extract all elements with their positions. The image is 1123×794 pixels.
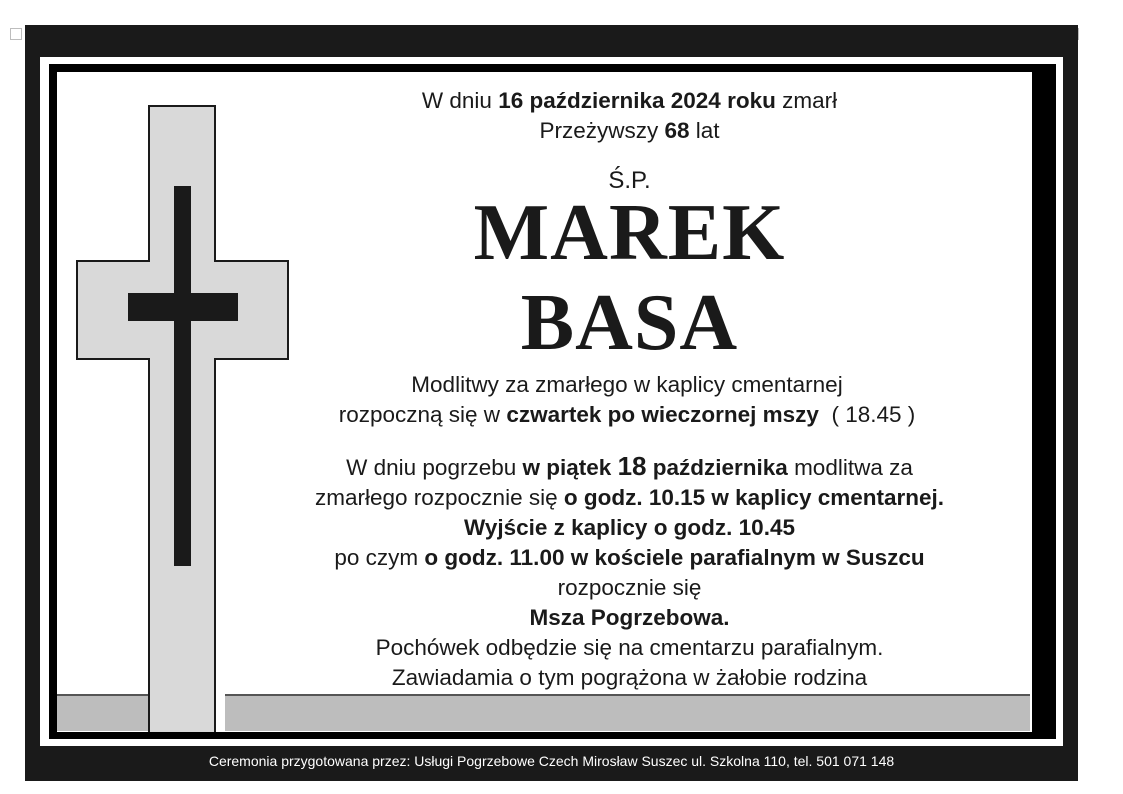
prayers-line-2-prefix: rozpoczną się w [338, 402, 501, 427]
ground-strip-right [225, 694, 1030, 731]
funeral-line-7: Pochówek odbędzie się na cmentarzu parafialnym. [375, 635, 884, 660]
prayers-line-2-bold: czwartek po wieczornej mszy [506, 402, 819, 427]
last-name: BASA [520, 279, 739, 367]
funeral-line-2 [232, 483, 1027, 513]
funeral-church-time: o godz. 11.00 w kościele parafialnym w Suszcu [424, 545, 925, 570]
age-line [232, 116, 1027, 146]
funeral-departure: Wyjście z kaplicy o godz. 10.45 [464, 515, 795, 540]
death-date: 16 października 2024 roku [498, 88, 776, 113]
funeral-line-6 [232, 603, 1027, 633]
age-suffix: lat [695, 118, 720, 143]
funeral-month: października [652, 455, 788, 480]
funeral-l1-suffix: modlitwa za [794, 455, 913, 480]
funeral-mass: Msza Pogrzebowa. [529, 605, 730, 630]
age-value: 68 [664, 118, 690, 143]
funeral-line-4 [232, 543, 1027, 573]
cross-inner-vertical [174, 186, 191, 566]
footer-credit: Ceremonia przygotowana przez: Usługi Pogrzebowe Czech Mirosław Suszec ul. Szkolna 110, tel. 501 071 148 [208, 753, 895, 769]
funeral-l1-prefix: W dniu pogrzebu [346, 455, 517, 480]
prayers-time: ( 18.45 ) [831, 402, 916, 427]
first-name: MAREK [473, 189, 786, 277]
prayers-info [247, 370, 1007, 430]
death-date-line [232, 86, 1027, 116]
crop-mark-top-left [10, 28, 22, 40]
obituary-panel [57, 72, 1032, 732]
cross-inner-horizontal [128, 293, 238, 321]
funeral-line-3 [232, 513, 1027, 543]
funeral-l4-prefix: po czym [334, 545, 419, 570]
prayers-line-1: Modlitwy za zmarłego w kaplicy cmentarnej [411, 372, 843, 397]
funeral-info [232, 451, 1027, 693]
funeral-line-1 [232, 451, 1027, 483]
funeral-l2-bold: o godz. 10.15 w kaplicy cmentarnej. [563, 485, 945, 510]
death-prefix: W dniu [421, 88, 492, 113]
funeral-weekday: w piątek [522, 455, 612, 480]
prayers-line-2 [247, 400, 1007, 430]
death-announcement [232, 86, 1027, 146]
funeral-line-5: rozpocznie się [557, 575, 702, 600]
funeral-line-8: Zawiadamia o tym pogrążona w żałobie rodzina [391, 665, 868, 690]
death-suffix: zmarł [782, 88, 838, 113]
funeral-l2-prefix: zmarłego rozpocznie się [314, 485, 558, 510]
honorific: Ś.P. [608, 167, 651, 194]
funeral-day-number: 18 [617, 451, 647, 481]
age-prefix: Przeżywszy [539, 118, 659, 143]
